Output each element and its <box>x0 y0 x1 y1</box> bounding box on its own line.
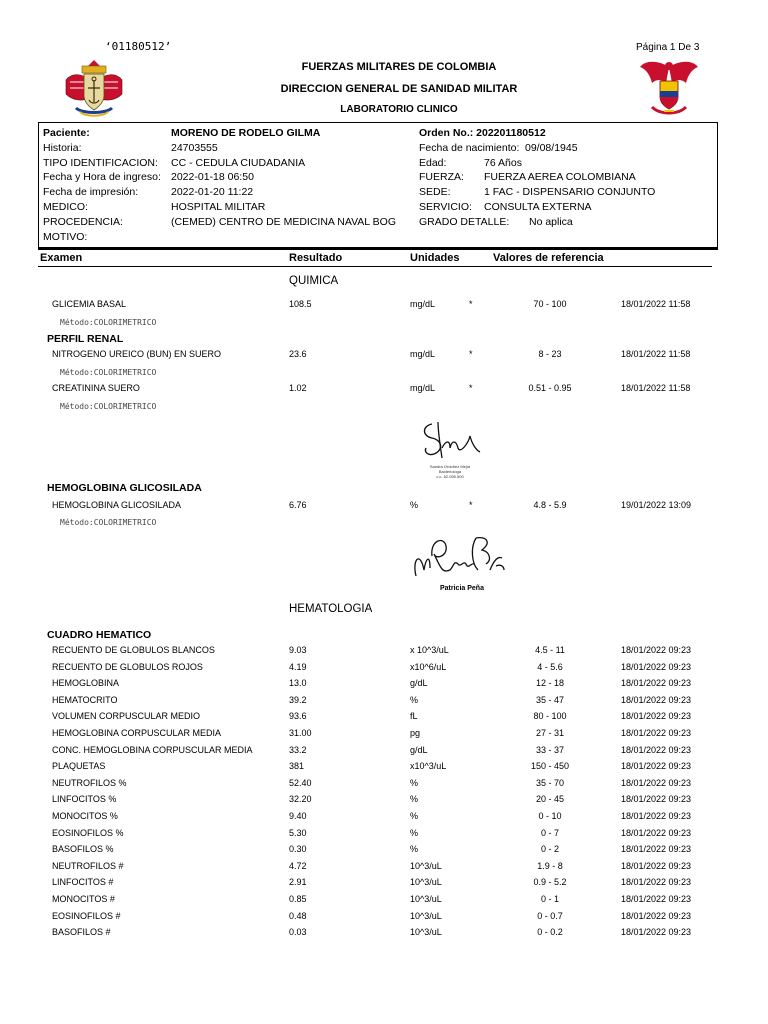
exam-unit: g/dL <box>410 678 428 689</box>
table-row <box>0 695 768 709</box>
result-date: 18/01/2022 09:23 <box>621 728 692 738</box>
reference-range: 0.51 - 0.95 <box>528 383 572 393</box>
signature-1-caption: Sandra Ordoñez Mejía Bacteriologa c.c. 52.095.500 <box>429 464 471 479</box>
patient-field-label: Fecha de nacimiento: <box>419 141 520 154</box>
exam-result: 108.5 <box>289 299 312 309</box>
table-row <box>0 877 768 891</box>
reference-range: 0 - 0.7 <box>537 910 563 921</box>
signature-1 <box>418 418 484 464</box>
table-row <box>0 894 768 908</box>
result-date: 18/01/2022 09:23 <box>621 645 692 655</box>
exam-name: LINFOCITOS # <box>52 877 114 888</box>
exam-name: NEUTROFILOS # <box>52 860 124 871</box>
patient-field-value: 24703555 <box>171 141 218 154</box>
table-row <box>0 844 768 858</box>
exam-result: 33.2 <box>289 744 307 755</box>
patient-field-label: Fecha de impresión: <box>43 186 139 199</box>
patient-field-label: GRADO DETALLE: <box>419 215 510 228</box>
result-date: 18/01/2022 11:58 <box>621 299 691 309</box>
result-date: 18/01/2022 09:23 <box>621 927 692 938</box>
column-header-units: Unidades <box>410 252 460 264</box>
result-date: 18/01/2022 09:23 <box>621 811 692 821</box>
result-date: 18/01/2022 09:23 <box>621 894 692 904</box>
patient-field-label: Fecha y Hora de ingreso: <box>43 171 161 184</box>
section-title-quimica: QUIMICA <box>289 275 339 287</box>
exam-name: HEMOGLOBINA GLICOSILADA <box>52 500 182 510</box>
reference-range: 70 - 100 <box>533 299 567 309</box>
abnormal-flag: * <box>469 383 473 393</box>
result-date: 18/01/2022 11:58 <box>621 383 691 393</box>
table-row <box>0 383 768 397</box>
reference-range: 12 - 18 <box>535 678 565 689</box>
reference-range: 35 - 47 <box>535 694 565 705</box>
patient-field-value: 09/08/1945 <box>525 141 578 154</box>
exam-name: CREATININA SUERO <box>52 383 140 393</box>
header-title-2: DIRECCION GENERAL DE SANIDAD MILITAR <box>280 83 518 95</box>
exam-unit: % <box>410 811 419 821</box>
result-date: 18/01/2022 09:23 <box>621 827 692 838</box>
patient-field-label: SEDE: <box>419 186 451 199</box>
exam-name: RECUENTO DE GLOBULOS BLANCOS <box>52 645 215 655</box>
signature-2 <box>410 530 510 586</box>
table-row <box>0 299 768 313</box>
result-date: 18/01/2022 09:23 <box>621 860 692 871</box>
result-date: 18/01/2022 09:23 <box>621 877 692 888</box>
abnormal-flag: * <box>469 349 473 359</box>
exam-name: BASOFILOS # <box>52 927 111 938</box>
result-date: 18/01/2022 09:23 <box>621 694 692 705</box>
section-title-hematologia: HEMATOLOGIA <box>289 603 373 615</box>
table-row <box>0 728 768 742</box>
reference-range: 4.8 - 5.9 <box>533 500 567 510</box>
exam-unit: % <box>410 794 419 805</box>
exam-result: 0.48 <box>289 910 307 921</box>
method-note: Método:COLORIMETRICO <box>60 318 157 327</box>
page-number: Página 1 De 3 <box>636 42 700 53</box>
exam-result: 381 <box>289 761 305 772</box>
exam-unit: fL <box>410 711 418 722</box>
exam-result: 93.6 <box>289 711 307 722</box>
exam-name: GLICEMIA BASAL <box>52 299 127 309</box>
exam-unit: mg/dL <box>410 349 436 359</box>
table-row <box>0 745 768 759</box>
exam-name: HEMOGLOBINA <box>52 678 120 689</box>
method-note: Método:COLORIMETRICO <box>60 368 157 377</box>
exam-unit: mg/dL <box>410 299 436 309</box>
patient-field-value: No aplica <box>529 215 573 228</box>
exam-unit: % <box>410 827 419 838</box>
exam-name: EOSINOFILOS # <box>52 910 121 921</box>
signature-2-caption: Patricia Peña <box>440 585 484 592</box>
reference-range: 8 - 23 <box>538 349 562 359</box>
patient-field-label: MOTIVO: <box>43 230 88 243</box>
reference-range: 20 - 45 <box>535 794 565 805</box>
reference-range: 0 - 7 <box>540 827 559 838</box>
exam-name: EOSINOFILOS % <box>52 827 124 838</box>
reference-range: 33 - 37 <box>535 744 565 755</box>
document-code: ‘01180512’ <box>105 40 172 53</box>
exam-result: 9.03 <box>289 645 307 655</box>
exam-unit: 10^3/uL <box>410 877 442 888</box>
table-row <box>0 500 768 514</box>
table-row <box>0 645 768 659</box>
abnormal-flag: * <box>469 299 473 309</box>
table-row <box>0 349 768 363</box>
patient-field-value: CC - CEDULA CIUDADANIA <box>171 156 306 169</box>
patient-field-value: CONSULTA EXTERNA <box>484 201 592 213</box>
reference-range: 0 - 2 <box>540 844 559 855</box>
group-title-cuadro-hematico: CUADRO HEMATICO <box>47 629 152 641</box>
patient-field-value: 1 FAC - DISPENSARIO CONJUNTO <box>484 186 656 199</box>
table-row <box>0 911 768 925</box>
patient-field-value: 2022-01-18 06:50 <box>171 171 254 184</box>
reference-range: 150 - 450 <box>530 761 570 772</box>
reference-range: 80 - 100 <box>533 711 567 722</box>
patient-field-value: (CEMED) CENTRO DE MEDICINA NAVAL BOG <box>171 215 396 228</box>
exam-unit: % <box>410 844 419 855</box>
exam-result: 5.30 <box>289 827 307 838</box>
result-date: 18/01/2022 09:23 <box>621 777 692 788</box>
exam-unit: g/dL <box>410 744 428 755</box>
patient-field-label: SERVICIO: <box>419 201 472 213</box>
reference-range: 4 - 5.6 <box>537 661 563 672</box>
result-date: 18/01/2022 09:23 <box>621 744 692 755</box>
exam-name: MONOCITOS # <box>52 894 115 904</box>
exam-unit: % <box>410 694 419 705</box>
table-row <box>0 861 768 875</box>
patient-field-label: TIPO IDENTIFICACION: <box>43 156 158 169</box>
patient-field-label: PROCEDENCIA: <box>43 215 123 228</box>
exam-result: 52.40 <box>289 777 312 788</box>
exam-unit: mg/dL <box>410 383 436 393</box>
exam-name: NEUTROFILOS % <box>52 777 127 788</box>
header-title-3: LABORATORIO CLINICO <box>340 104 458 115</box>
header-title-1: FUERZAS MILITARES DE COLOMBIA <box>301 61 497 73</box>
exam-name: PLAQUETAS <box>52 761 106 772</box>
patient-field-label: Paciente: <box>43 127 90 139</box>
military-crest-logo <box>62 58 126 120</box>
column-header-exam: Examen <box>40 252 83 264</box>
group-title-perfil-renal: PERFIL RENAL <box>47 333 124 345</box>
exam-result: 4.19 <box>289 661 307 672</box>
exam-name: HEMOGLOBINA CORPUSCULAR MEDIA <box>52 728 222 738</box>
exam-result: 39.2 <box>289 694 307 705</box>
exam-result: 0.30 <box>289 844 307 855</box>
abnormal-flag: * <box>469 500 473 510</box>
exam-result: 23.6 <box>289 349 307 359</box>
result-date: 18/01/2022 09:23 <box>621 678 692 689</box>
patient-field-label: Edad: <box>419 156 447 169</box>
patient-field-value: 2022-01-20 11:22 <box>171 186 254 199</box>
exam-name: CONC. HEMOGLOBINA CORPUSCULAR MEDIA <box>52 744 253 755</box>
reference-range: 4.5 - 11 <box>535 645 565 655</box>
exam-result: 31.00 <box>289 728 312 738</box>
exam-unit: x10^6/uL <box>410 661 447 672</box>
table-row <box>0 711 768 725</box>
patient-field-value: HOSPITAL MILITAR <box>171 201 266 213</box>
exam-result: 0.85 <box>289 894 307 904</box>
patient-field-label: FUERZA: <box>419 171 464 184</box>
patient-field-value: MORENO DE RODELO GILMA <box>171 127 321 139</box>
exam-unit: 10^3/uL <box>410 910 442 921</box>
exam-unit: 10^3/uL <box>410 860 442 871</box>
patient-field-label: MEDICO: <box>43 201 88 213</box>
result-date: 18/01/2022 09:23 <box>621 844 692 855</box>
column-header-reference: Valores de referencia <box>493 252 604 264</box>
result-date: 18/01/2022 09:23 <box>621 794 692 805</box>
exam-name: MONOCITOS % <box>52 811 118 821</box>
exam-result: 9.40 <box>289 811 307 821</box>
exam-name: LINFOCITOS % <box>52 794 117 805</box>
reference-range: 27 - 31 <box>535 728 565 738</box>
patient-field-value: FUERZA AEREA COLOMBIANA <box>484 171 636 184</box>
exam-unit: 10^3/uL <box>410 927 442 938</box>
result-date: 19/01/2022 13:09 <box>621 500 692 510</box>
result-date: 18/01/2022 09:23 <box>621 910 692 921</box>
reference-range: 0 - 0.2 <box>537 927 563 938</box>
table-row <box>0 662 768 676</box>
result-date: 18/01/2022 11:58 <box>621 349 691 359</box>
exam-name: BASOFILOS % <box>52 844 114 855</box>
column-header-result: Resultado <box>289 252 343 264</box>
exam-result: 32.20 <box>289 794 312 805</box>
exam-result: 2.91 <box>289 877 307 888</box>
exam-result: 13.0 <box>289 678 307 689</box>
result-date: 18/01/2022 09:23 <box>621 761 692 772</box>
table-row <box>0 678 768 692</box>
method-note: Método:COLORIMETRICO <box>60 402 157 411</box>
result-date: 18/01/2022 09:23 <box>621 661 692 672</box>
exam-result: 4.72 <box>289 860 307 871</box>
table-row <box>0 778 768 792</box>
reference-range: 0.9 - 5.2 <box>533 877 567 888</box>
exam-unit: pg <box>410 728 421 738</box>
patient-field-label: Orden No.: 202201180512 <box>419 127 546 139</box>
exam-unit: % <box>410 777 419 788</box>
exam-unit: 10^3/uL <box>410 894 442 904</box>
exam-unit: x10^3/uL <box>410 761 447 772</box>
exam-name: RECUENTO DE GLOBULOS ROJOS <box>52 661 203 672</box>
exam-result: 0.03 <box>289 927 307 938</box>
table-row <box>0 811 768 825</box>
group-title-hemoglobina-glicosilada: HEMOGLOBINA GLICOSILADA <box>47 482 202 494</box>
patient-field-label: Historia: <box>43 141 82 154</box>
table-row <box>0 794 768 808</box>
exam-unit: x 10^3/uL <box>410 645 449 655</box>
table-row <box>0 828 768 842</box>
reference-range: 1.9 - 8 <box>537 860 563 871</box>
method-note: Método:COLORIMETRICO <box>60 518 157 527</box>
exam-result: 6.76 <box>289 500 307 510</box>
reference-range: 0 - 1 <box>540 894 559 904</box>
result-date: 18/01/2022 09:23 <box>621 711 692 722</box>
patient-field-value: 76 Años <box>484 156 522 169</box>
eagle-emblem-logo <box>638 57 700 117</box>
reference-range: 0 - 10 <box>538 811 562 821</box>
exam-name: HEMATOCRITO <box>52 694 118 705</box>
table-row <box>0 927 768 941</box>
header-divider <box>38 266 712 267</box>
reference-range: 35 - 70 <box>535 777 565 788</box>
table-row <box>0 761 768 775</box>
exam-unit: % <box>410 500 419 510</box>
exam-name: NITROGENO UREICO (BUN) EN SUERO <box>52 349 222 359</box>
exam-result: 1.02 <box>289 383 307 393</box>
exam-name: VOLUMEN CORPUSCULAR MEDIO <box>52 711 201 722</box>
